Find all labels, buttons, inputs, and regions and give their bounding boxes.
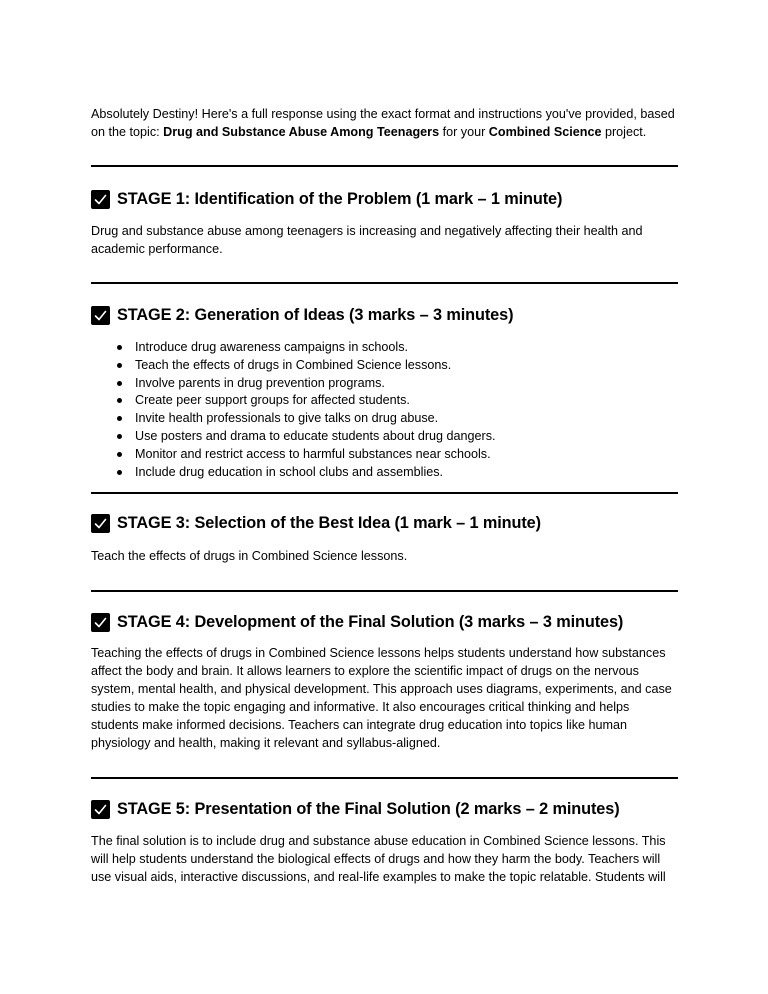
intro-text-2: for your (439, 125, 489, 139)
intro-text-1: Absolutely Destiny! Here's a full response using the exact format and instructions you've provided, based on the topic: (91, 107, 675, 139)
document-content (91, 105, 679, 886)
intro-subject: Combined Science (488, 125, 602, 139)
stage-2-heading (91, 306, 679, 325)
stage-3-heading (91, 514, 679, 533)
intro-paragraph (91, 105, 679, 141)
list-item-text: Create peer support groups for affected students. (135, 393, 410, 408)
stage-1-title: STAGE 1: Identification of the Problem (1 mark – 1 minute) (117, 190, 563, 208)
bullet-icon (117, 416, 122, 421)
list-item-text: Use posters and drama to educate students about drug dangers. (135, 428, 496, 443)
stage-4-title: STAGE 4: Development of the Final Solution (3 marks – 3 minutes) (117, 613, 624, 632)
bullet-icon (117, 434, 122, 439)
check-mark-icon (91, 613, 110, 632)
list-item-text: Teach the effects of drugs in Combined Science lessons. (135, 357, 452, 372)
section-divider (91, 777, 678, 779)
bullet-icon (117, 381, 122, 386)
list-item (91, 410, 679, 428)
check-mark-icon (91, 306, 110, 325)
section-divider (91, 590, 678, 592)
bullet-icon (117, 363, 122, 368)
list-item-text: Involve parents in drug prevention programs. (135, 375, 385, 390)
list-item (91, 464, 679, 482)
list-item (91, 392, 679, 410)
list-item-text: Invite health professionals to give talks on drug abuse. (135, 411, 439, 426)
list-item (91, 375, 679, 393)
intro-topic: Drug and Substance Abuse Among Teenagers (163, 125, 440, 139)
stage-3-body: Teach the effects of drugs in Combined Science lessons. (91, 549, 408, 564)
bullet-icon (117, 345, 122, 350)
stage-4-body: Teaching the effects of drugs in Combined Science lessons helps students understand how substances affect the body and brain. It allows learners to explore the scientific impact of drugs on the nervous system, mental health, and physical development. This approach uses diagrams, experiments, and case studies to make the topic engaging and informative. It also encourages critical thinking and helps students make informed decisions. Teachers can integrate drug education into topics like human physiology and health, making it relevant and syllabus-aligned. (91, 646, 672, 751)
bullet-icon (117, 452, 122, 457)
list-item (91, 339, 679, 357)
check-mark-icon (91, 514, 110, 533)
list-item (91, 446, 679, 464)
list-item (91, 428, 679, 446)
section-divider (91, 492, 678, 494)
check-mark-icon (91, 190, 110, 209)
stage-3-title: STAGE 3: Selection of the Best Idea (1 mark – 1 minute) (117, 514, 541, 533)
list-item (91, 357, 679, 375)
stage-5-heading (91, 800, 679, 819)
section-divider (91, 165, 678, 167)
list-item-text: Include drug education in school clubs and assemblies. (135, 464, 444, 479)
stage-2-title: STAGE 2: Generation of Ideas (3 marks – 3 minutes) (117, 306, 514, 324)
check-mark-icon (91, 800, 110, 819)
list-item-text: Introduce drug awareness campaigns in schools. (135, 340, 409, 354)
bullet-icon (117, 470, 122, 475)
list-item-text: Monitor and restrict access to harmful substances near schools. (135, 446, 491, 461)
intro-text-3: project. (601, 125, 647, 139)
section-divider (91, 282, 678, 284)
ideas-list (91, 339, 679, 481)
stage-4-heading (91, 613, 679, 632)
stage-1-body: Drug and substance abuse among teenagers is increasing and negatively affecting their health and academic performance. (91, 224, 643, 256)
stage-1-heading (91, 190, 679, 209)
bullet-icon (117, 398, 122, 403)
stage-5-body: The final solution is to include drug and substance abuse education in Combined Science lessons. This will help students understand the biological effects of drugs and how they harm the body. Teachers will use visual aids, interactive discussions, and real-life examples to make the topic relatable. Students will (91, 834, 666, 885)
stage-5-title: STAGE 5: Presentation of the Final Solution (2 marks – 2 minutes) (117, 800, 620, 819)
